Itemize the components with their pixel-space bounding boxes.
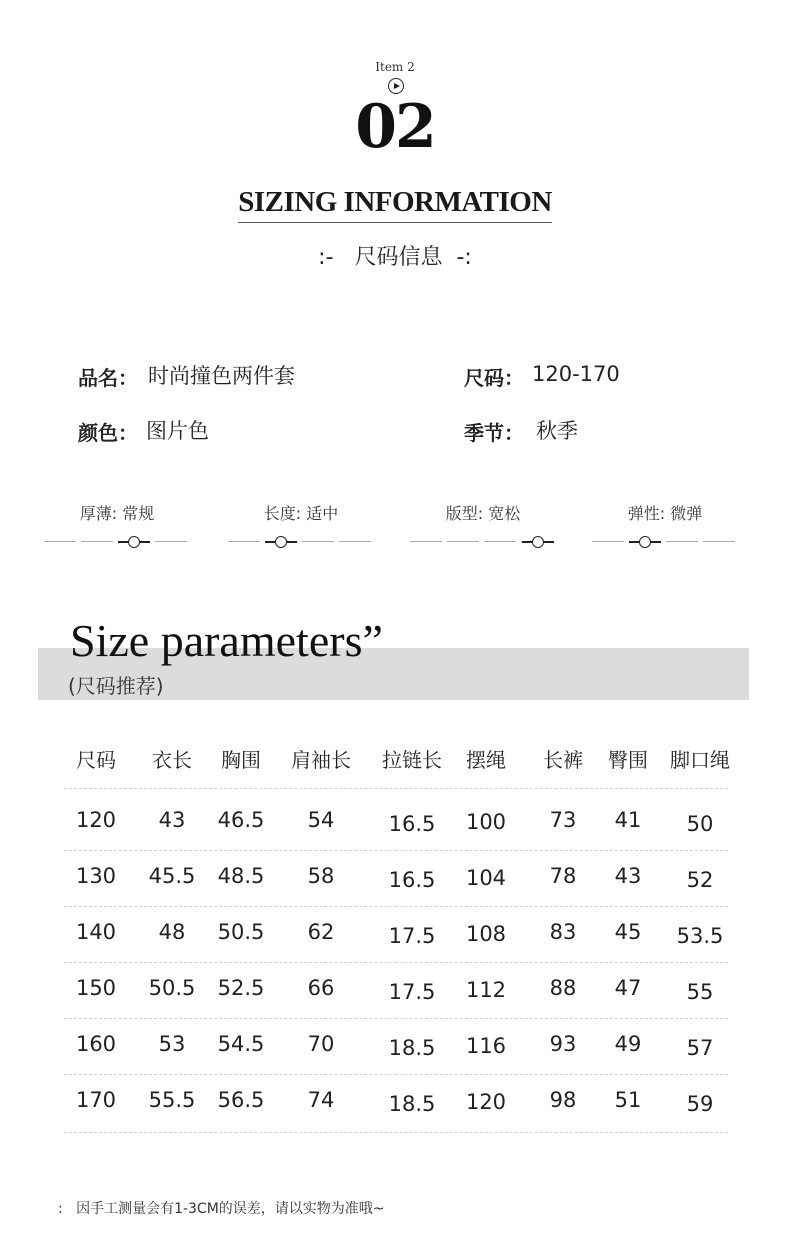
table-cell: 78 <box>549 864 577 888</box>
table-cell: 54.5 <box>217 1032 265 1056</box>
table-cell: 16.5 <box>388 868 436 892</box>
table-cell: 45.5 <box>148 864 196 888</box>
product-name-label: 品名： <box>78 366 138 390</box>
attr-thickness-slider <box>44 534 194 550</box>
table-header-cell: 衣长 <box>152 748 192 772</box>
table-cell: 104 <box>465 866 507 890</box>
slider-knob <box>128 536 140 548</box>
table-cell: 112 <box>465 978 507 1002</box>
attr-fit-slider <box>410 534 560 550</box>
attr-elasticity-slider <box>592 534 742 550</box>
table-cell: 17.5 <box>388 980 436 1004</box>
table-cell: 74 <box>307 1088 335 1112</box>
table-cell: 93 <box>549 1032 577 1056</box>
item-label: Item 2 <box>375 60 415 74</box>
slider-knob <box>532 536 544 548</box>
color-value: 图片色 <box>146 419 209 443</box>
table-cell: 58 <box>307 864 335 888</box>
slider-track-segment <box>339 541 371 542</box>
slider-knob <box>639 536 651 548</box>
table-cell: 45 <box>614 920 642 944</box>
table-cell: 53.5 <box>676 924 724 948</box>
row-divider <box>64 850 728 851</box>
table-cell: 56.5 <box>217 1088 265 1112</box>
table-cell: 88 <box>549 976 577 1000</box>
table-cell: 54 <box>307 808 335 832</box>
table-cell: 62 <box>307 920 335 944</box>
table-cell: 170 <box>75 1088 117 1112</box>
slider-track-segment <box>484 541 516 542</box>
section-title: SIZING INFORMATION <box>238 186 552 218</box>
footnote: : 因手工测量会有1-3CM的误差，请以实物为准哦~ <box>58 1201 385 1217</box>
slider-track-segment <box>666 541 698 542</box>
slider-track-segment <box>44 541 76 542</box>
size-range-label: 尺码： <box>464 366 524 390</box>
table-cell: 53 <box>158 1032 186 1056</box>
table-cell: 73 <box>549 808 577 832</box>
row-divider <box>64 906 728 907</box>
row-divider <box>64 962 728 963</box>
table-cell: 41 <box>614 808 642 832</box>
table-cell: 70 <box>307 1032 335 1056</box>
table-cell: 100 <box>465 810 507 834</box>
table-cell: 51 <box>614 1088 642 1112</box>
color-label: 颜色： <box>78 421 138 445</box>
table-cell: 52 <box>686 868 714 892</box>
table-cell: 150 <box>75 976 117 1000</box>
table-header-cell: 长裤 <box>543 748 583 772</box>
table-cell: 55.5 <box>148 1088 196 1112</box>
table-cell: 98 <box>549 1088 577 1112</box>
table-cell: 55 <box>686 980 714 1004</box>
season-label: 季节： <box>464 421 524 445</box>
table-cell: 16.5 <box>388 812 436 836</box>
table-header-cell: 臀围 <box>608 748 648 772</box>
attr-thickness-label: 厚薄: 常规 <box>79 504 155 523</box>
row-divider <box>64 788 728 789</box>
table-cell: 66 <box>307 976 335 1000</box>
title-underline <box>238 222 552 223</box>
section-number: 02 <box>355 92 435 162</box>
table-cell: 47 <box>614 976 642 1000</box>
params-title: Size parameters” <box>70 615 383 666</box>
attr-fit-label: 版型: 宽松 <box>445 504 521 523</box>
row-divider <box>64 1132 728 1133</box>
slider-track-segment <box>703 541 735 542</box>
slider-track-segment <box>228 541 260 542</box>
table-cell: 50.5 <box>148 976 196 1000</box>
table-cell: 18.5 <box>388 1092 436 1116</box>
table-header-cell: 胸围 <box>221 748 261 772</box>
table-cell: 18.5 <box>388 1036 436 1060</box>
params-subtitle: (尺码推荐) <box>68 674 164 698</box>
slider-knob <box>275 536 287 548</box>
table-cell: 48.5 <box>217 864 265 888</box>
slider-track-segment <box>81 541 113 542</box>
table-cell: 49 <box>614 1032 642 1056</box>
table-cell: 120 <box>75 808 117 832</box>
table-cell: 130 <box>75 864 117 888</box>
table-cell: 43 <box>614 864 642 888</box>
table-header-cell: 尺码 <box>76 748 116 772</box>
section-subtitle: :- 尺码信息 -: <box>318 245 472 270</box>
table-header-cell: 拉链长 <box>382 748 442 772</box>
table-cell: 50.5 <box>217 920 265 944</box>
attr-length-slider <box>228 534 378 550</box>
product-name-value: 时尚撞色两件套 <box>148 364 295 388</box>
table-cell: 50 <box>686 812 714 836</box>
table-cell: 46.5 <box>217 808 265 832</box>
slider-track-segment <box>592 541 624 542</box>
table-cell: 116 <box>465 1034 507 1058</box>
table-cell: 140 <box>75 920 117 944</box>
season-value: 秋季 <box>536 419 578 443</box>
table-header-cell: 肩袖长 <box>291 748 351 772</box>
table-cell: 43 <box>158 808 186 832</box>
table-cell: 120 <box>465 1090 507 1114</box>
table-cell: 57 <box>686 1036 714 1060</box>
slider-track-segment <box>302 541 334 542</box>
row-divider <box>64 1018 728 1019</box>
table-cell: 59 <box>686 1092 714 1116</box>
table-cell: 52.5 <box>217 976 265 1000</box>
table-cell: 17.5 <box>388 924 436 948</box>
row-divider <box>64 1074 728 1075</box>
slider-track-segment <box>410 541 442 542</box>
attr-elasticity-label: 弹性: 微弹 <box>627 504 703 523</box>
table-cell: 48 <box>158 920 186 944</box>
attr-length-label: 长度: 适中 <box>263 504 339 523</box>
table-cell: 83 <box>549 920 577 944</box>
slider-track-segment <box>155 541 187 542</box>
table-cell: 108 <box>465 922 507 946</box>
size-range-value: 120-170 <box>532 362 620 386</box>
slider-track-segment <box>447 541 479 542</box>
table-header-cell: 摆绳 <box>466 748 506 772</box>
table-header-cell: 脚口绳 <box>670 748 730 772</box>
table-cell: 160 <box>75 1032 117 1056</box>
